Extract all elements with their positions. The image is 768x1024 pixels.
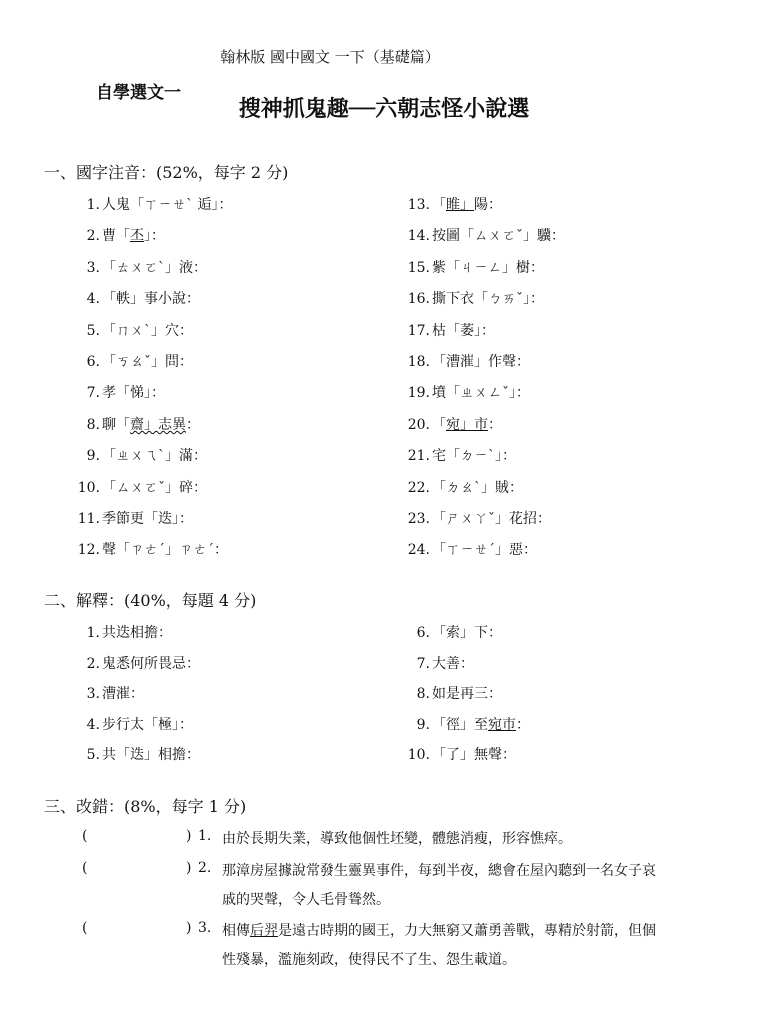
question-number: 10. (407, 747, 430, 764)
question-number: 13. (407, 197, 430, 213)
question-text: 「ㄉㄠˋ」賊： (432, 479, 523, 496)
question-number: 16. (407, 291, 430, 308)
section3-heading: 三、改錯：(8%，每字 1 分) (44, 797, 247, 816)
question-number: 1. (86, 625, 100, 641)
question-number: 2. (198, 860, 212, 876)
question-number: 3. (198, 920, 212, 936)
question-text: 「ㄕㄨㄚˇ」花招： (432, 511, 551, 527)
question-item (76, 477, 207, 497)
question-item (400, 683, 502, 703)
question-number: 12. (77, 542, 100, 559)
question-text: 枯「萎」： (432, 322, 495, 339)
answer-paren-close: ) (186, 860, 192, 876)
section2-heading: 二、解釋：(40%，每題 4 分) (44, 591, 257, 610)
question-item (76, 622, 172, 642)
question-number: 4. (86, 716, 100, 733)
question-text: 「ㄙㄨㄛˇ」碎： (102, 479, 207, 496)
answer-paren-open: ( (82, 860, 88, 876)
question-number: 9. (86, 448, 100, 465)
question-item (76, 320, 193, 340)
page-title: 搜神抓鬼趣──六朝志怪小說選 (238, 96, 530, 122)
question-item (400, 257, 544, 277)
question-number: 5. (86, 322, 100, 339)
question-item (76, 288, 200, 308)
question-text: 按圖「ㄙㄨㄛˇ」驥： (432, 228, 565, 245)
question-text: 大善： (432, 655, 474, 672)
question-text: 撕下衣「ㄅㄞˇ」： (432, 291, 544, 308)
question-number: 2. (86, 655, 100, 672)
question-text: 宅「ㄉㄧˋ」： (432, 448, 516, 465)
question-item (76, 445, 207, 465)
question-number: 7. (416, 655, 430, 672)
question-item (76, 683, 144, 703)
question-text: 「 (432, 197, 446, 213)
question-item (400, 508, 551, 528)
question-item (76, 508, 193, 528)
question-number: 8. (86, 416, 100, 433)
question-item (400, 653, 474, 673)
answer-paren-close: ) (186, 920, 192, 936)
question-text: 紫「ㄐㄧㄥ」樹： (432, 259, 544, 276)
question-number: 1. (198, 828, 212, 844)
question-item (76, 744, 200, 764)
question-number: 3. (86, 259, 100, 276)
question-text-line2: 戚的哭聲，令人毛骨聳然。 (222, 892, 390, 908)
question-item (76, 414, 200, 434)
question-text-tail: ： (186, 416, 200, 433)
question-item (76, 257, 207, 277)
question-item (76, 194, 232, 214)
question-text: 相傳 (222, 923, 250, 939)
question-number: 9. (416, 716, 430, 733)
question-text: 「 (432, 416, 446, 433)
question-text: 「ㄇㄨˋ」穴： (102, 322, 193, 339)
underlined-term: 睢」 (446, 197, 474, 213)
question-number: 7. (86, 385, 100, 402)
question-item (400, 288, 544, 308)
question-item (76, 351, 193, 371)
question-item (400, 351, 530, 371)
question-text: 「了」無聲： (432, 747, 516, 764)
question-text: 孝「悌」： (102, 385, 165, 402)
question-item (76, 382, 165, 402)
question-text: 墳「ㄓㄨㄥˇ」： (432, 385, 530, 402)
question-text: 人鬼「ㄒㄧㄝˋ 逅」： (102, 197, 233, 213)
question-number: 19. (407, 385, 430, 402)
question-text-tail: ： (488, 416, 502, 433)
question-text: 「ㄒㄧㄝˊ」惡： (432, 542, 537, 559)
question-number: 23. (407, 511, 430, 527)
question-number: 1. (86, 197, 100, 213)
answer-paren-close: ) (186, 828, 192, 844)
question-text: 季節更「迭」： (102, 511, 193, 527)
question-item (400, 225, 565, 245)
question-text-tail: 」： (144, 228, 165, 245)
question-text-line2: 性殘暴，濫施刻政，使得民不了生、怨生載道。 (222, 952, 516, 968)
question-number: 5. (86, 747, 100, 764)
question-number: 21. (407, 448, 430, 465)
question-number: 2. (86, 228, 100, 245)
question-item (76, 225, 165, 245)
question-text: 「索」下： (432, 625, 502, 641)
question-text: 聲「ㄗㄜˊ」ㄗㄜˊ： (102, 542, 228, 559)
question-number: 15. (407, 259, 430, 276)
question-number: 24. (407, 542, 430, 559)
question-text-line1 (222, 828, 572, 848)
question-text: 「ㄓㄨㄟˋ」滿： (102, 448, 207, 465)
question-text-line1 (222, 860, 656, 880)
underlined-term: 后羿 (250, 923, 278, 939)
question-number: 4. (86, 291, 100, 308)
question-number: 18. (407, 354, 430, 370)
question-text: 共「迭」相擔： (102, 747, 200, 764)
question-text: 聊「 (102, 416, 130, 433)
question-item (400, 477, 523, 497)
question-text: 那漳房屋據說常發生靈異事件，每到半夜，總會在屋內聽到一名女子哀 (222, 863, 656, 879)
question-item (76, 539, 228, 559)
question-text: 「ㄊㄨㄛˋ」液： (102, 259, 207, 276)
answer-paren-open: ( (82, 828, 88, 844)
answer-paren-open: ( (82, 920, 88, 936)
question-text: 由於長期失業，導致他個性坯變，體態消瘦，形容憔瘁。 (222, 831, 572, 847)
lesson-label: 自學選文一 (96, 83, 181, 103)
question-text: 如是再三： (432, 686, 502, 703)
question-item (76, 653, 200, 673)
question-number: 6. (416, 625, 430, 641)
question-item (400, 744, 516, 764)
question-item (76, 714, 193, 734)
underlined-term: 宛市 (488, 716, 516, 733)
question-number: 8. (416, 686, 430, 703)
question-number: 17. (407, 322, 430, 339)
question-number: 3. (86, 686, 100, 703)
question-text: 鬼悉何所畏忌： (102, 655, 200, 672)
question-text: 漕漼： (102, 686, 144, 703)
underlined-term: 丕 (130, 228, 144, 245)
question-item (400, 382, 530, 402)
question-text-tail: 是遠古時期的國王，力大無窮又蕭勇善戰，專精於射箭，但個 (278, 923, 656, 939)
question-text: 「徑」至 (432, 716, 488, 733)
question-number: 10. (77, 479, 100, 496)
question-text: 共迭相擔： (102, 625, 172, 641)
question-item (400, 714, 530, 734)
question-text-tail: 陽： (474, 197, 502, 213)
question-item (400, 622, 502, 642)
question-text: 「漕漼」作聲： (432, 354, 530, 370)
question-number: 14. (407, 228, 430, 245)
section1-heading: 一、國字注音：(52%，每字 2 分) (44, 163, 289, 182)
question-number: 6. (86, 354, 100, 370)
question-item (400, 445, 516, 465)
document-header: 翰林版 國中國文 一下（基礎篇） (220, 48, 440, 66)
underlined-term: 宛」市 (446, 416, 488, 433)
question-text: 曹「 (102, 228, 130, 245)
question-text: 步行太「極」： (102, 716, 193, 733)
question-text: 「ㄎㄠˇ」問： (102, 354, 193, 370)
underlined-term: 齋」志異 (130, 416, 186, 433)
question-item (400, 320, 495, 340)
question-number: 11. (77, 511, 100, 527)
question-number: 22. (407, 479, 430, 496)
question-text-tail: ： (516, 716, 530, 733)
question-text-line1 (222, 920, 656, 940)
question-item (400, 539, 537, 559)
question-number: 20. (407, 416, 430, 433)
question-item (400, 414, 502, 434)
question-text: 「軼」事小說： (102, 291, 200, 308)
question-item (400, 194, 502, 214)
